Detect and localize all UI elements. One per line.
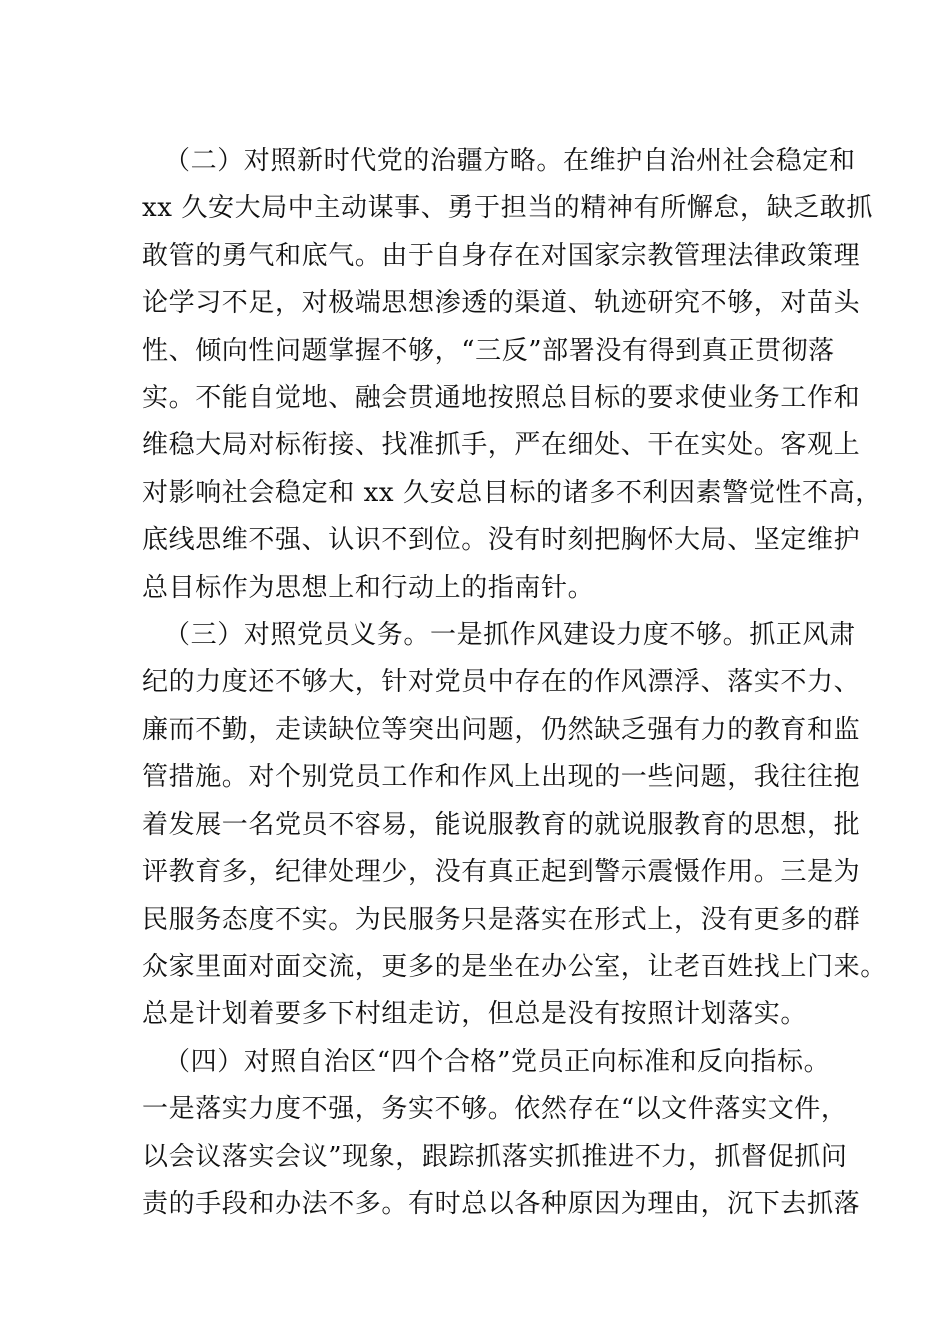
text-line: xx 久安大局中主动谋事、勇于担当的精神有所懈怠，缺乏敢抓 [142,193,873,224]
text-line: 责的手段和办法不多。有时总以各种原因为理由，沉下去抓落 [142,1188,861,1219]
document-body [142,138,887,1228]
text-line: （三）对照党员义务。一是抓作风建设力度不够。抓正风肃 [164,620,856,651]
paragraph-2 [142,138,882,612]
text-line: 维稳大局对标衔接、找准抓手，严在细处、干在实处。客观上 [142,430,861,461]
text-line: 敢管的勇气和底气。由于自身存在对国家宗教管理法律政策理 [142,240,861,271]
text-line: 性、倾向性问题掌握不够，“三反”部署没有得到真正贯彻落 [142,335,835,366]
text-line: 实。不能自觉地、融会贯通地按照总目标的要求使业务工作和 [142,383,861,414]
text-line: 民服务态度不实。为民服务只是落实在形式上，没有更多的群 [142,904,861,935]
text-line: 总目标作为思想上和行动上的指南针。 [142,572,595,603]
text-line: 总是计划着要多下村组走访，但总是没有按照计划落实。 [142,999,808,1030]
text-line: 以会议落实会议”现象，跟踪抓落实抓推进不力，抓督促抓问 [142,1141,848,1172]
text-line: 对影响社会稳定和 xx 久安总目标的诸多不利因素警觉性不高， [142,477,882,508]
text-line: 众家里面对面交流，更多的是坐在办公室，让老百姓找上门来。 [142,951,887,982]
text-line: （二）对照新时代党的治疆方略。在维护自治州社会稳定和 [164,146,856,176]
text-line: 纪的力度还不够大，针对党员中存在的作风漂浮、落实不力、 [142,667,861,698]
text-line: 底线思维不强、认识不到位。没有时刻把胸怀大局、坚定维护 [142,525,861,556]
text-line: 着发展一名党员不容易，能说服教育的就说服教育的思想，批 [142,809,861,840]
text-line: 管措施。对个别党员工作和作风上出现的一些问题，我往往抱 [142,762,861,793]
text-line: 一是落实力度不强，务实不够。依然存在“以文件落实文件， [142,1094,848,1125]
paragraph-4 [142,1039,861,1229]
text-line: 评教育多，纪律处理少，没有真正起到警示震慑作用。三是为 [142,857,861,888]
text-line: 论学习不足，对极端思想渗透的渠道、轨迹研究不够，对苗头 [142,288,861,319]
paragraph-3 [142,612,887,1039]
text-line: 廉而不勤，走读缺位等突出问题，仍然缺乏强有力的教育和监 [142,714,861,745]
text-line: （四）对照自治区“四个合格”党员正向标准和反向指标。 [164,1046,831,1077]
